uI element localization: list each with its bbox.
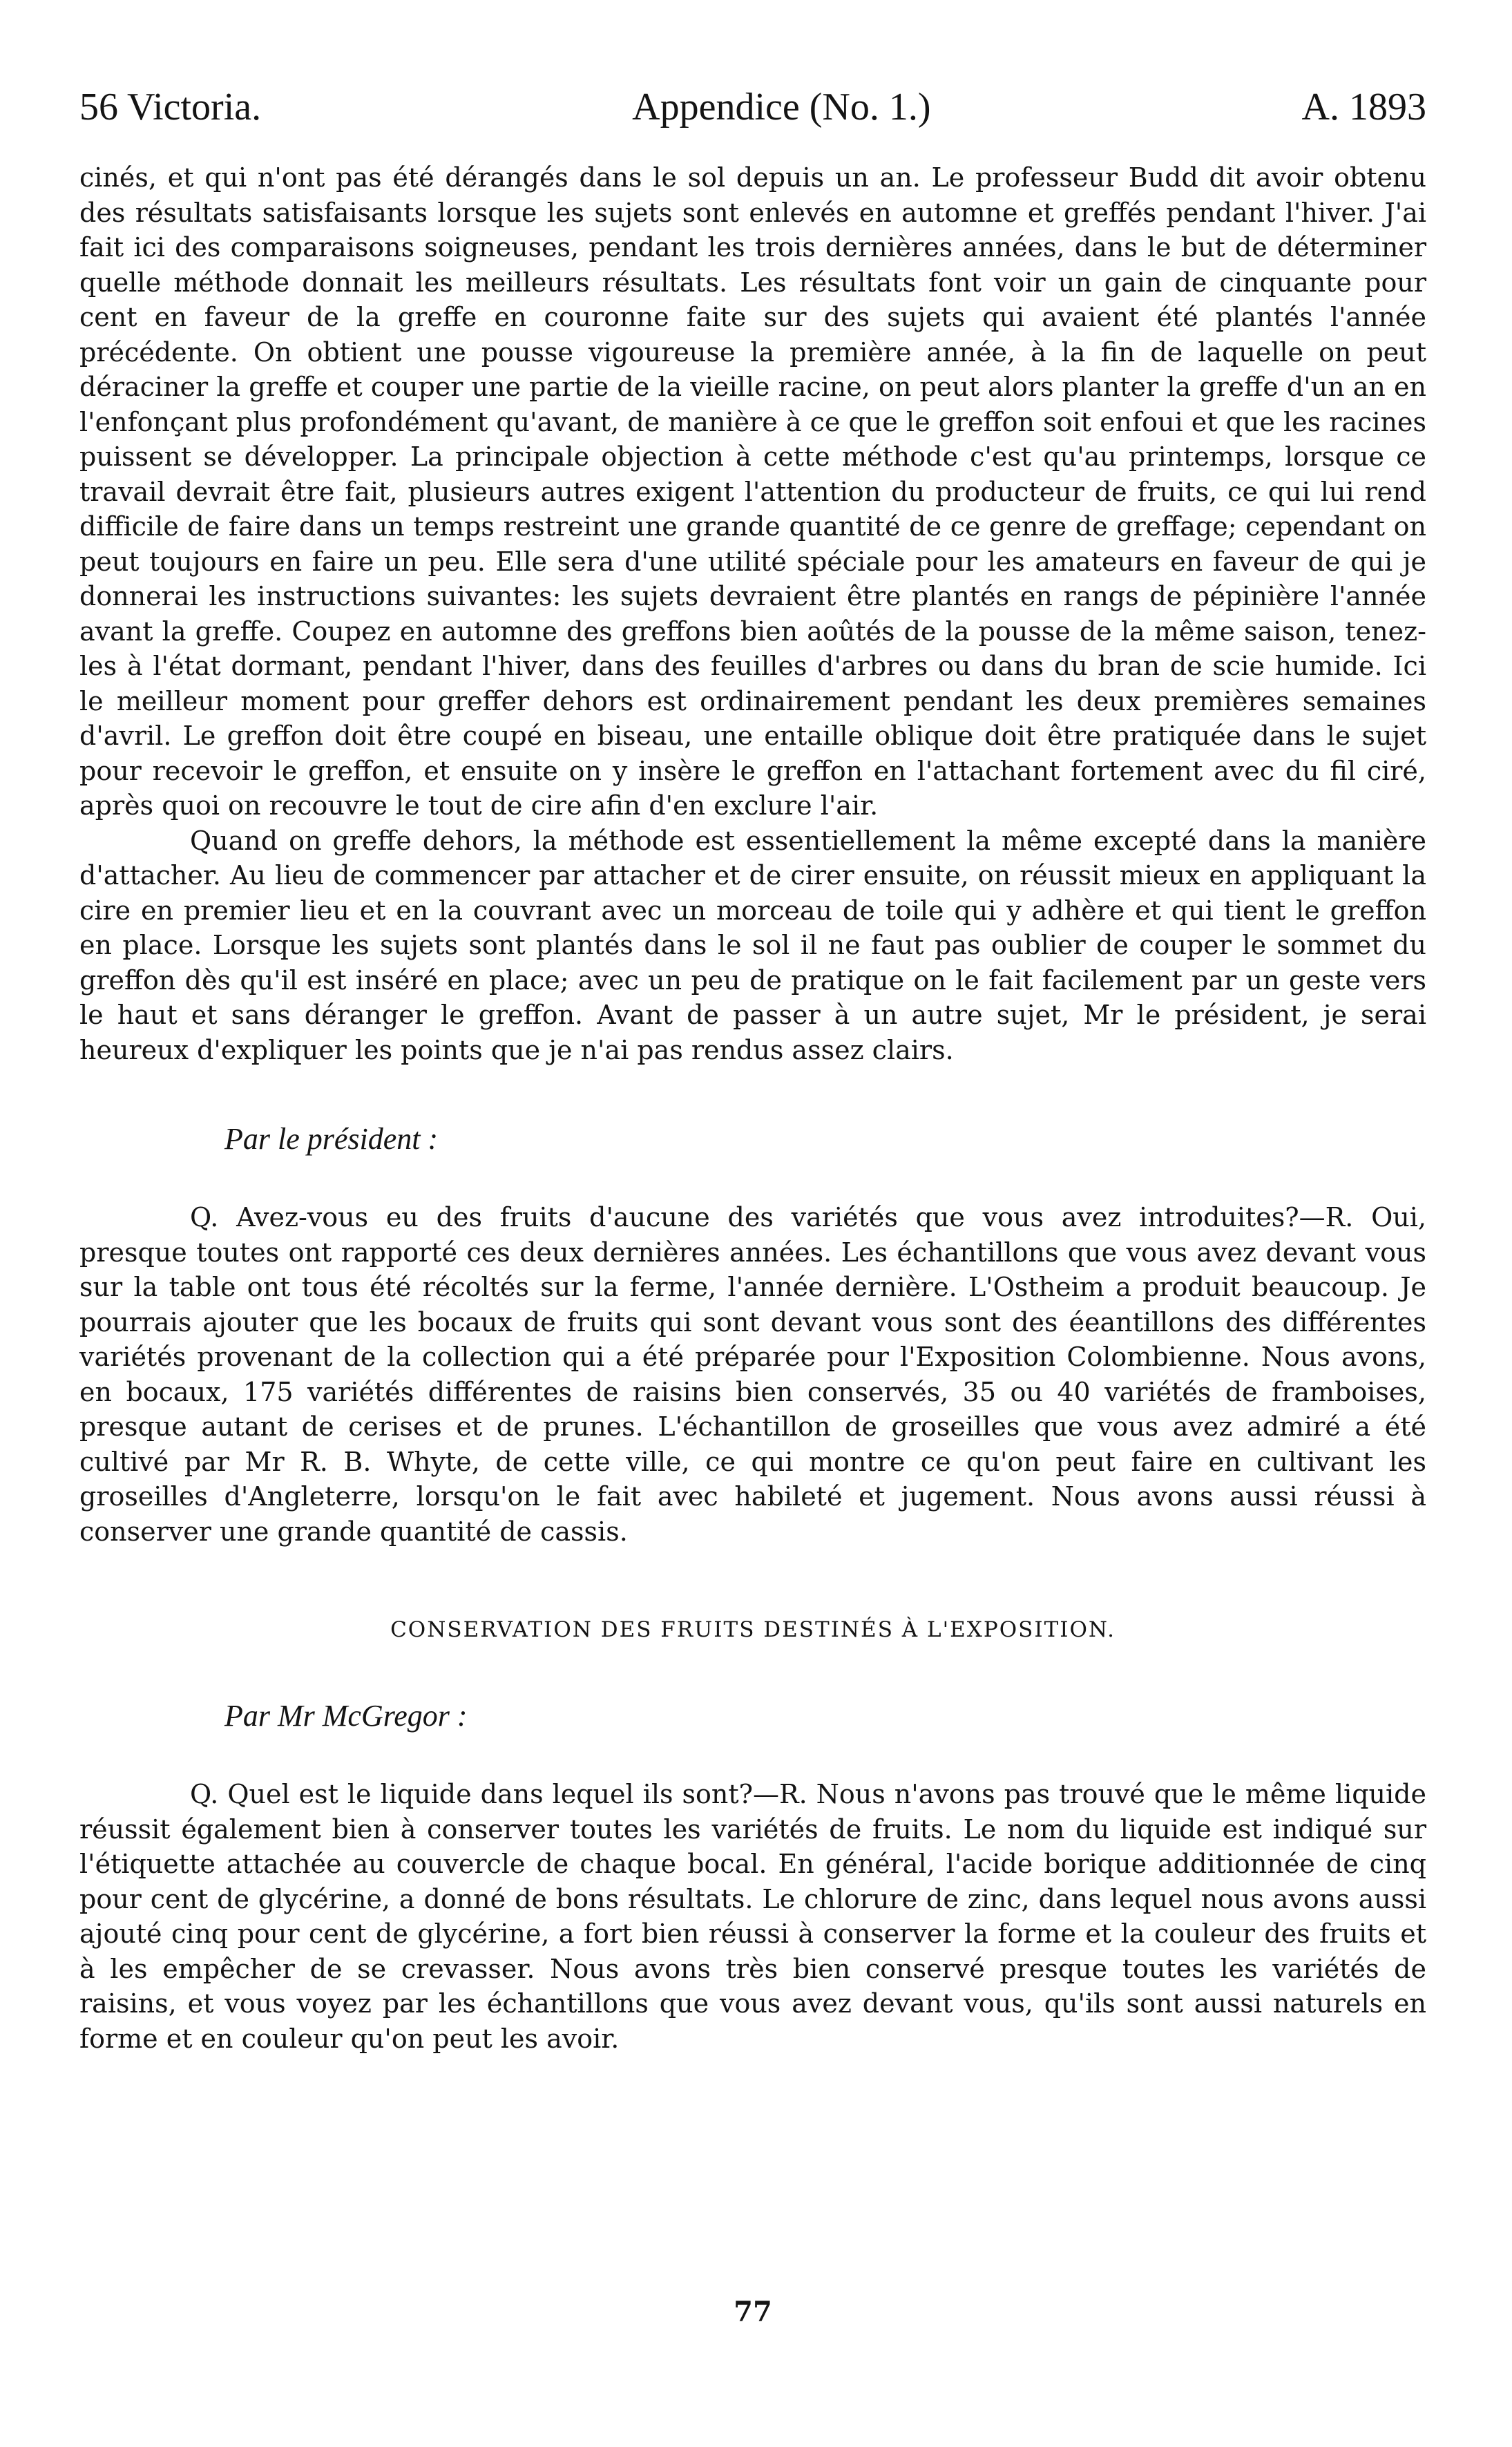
paragraph-qa-varieties: Q. Avez-vous eu des fruits d'aucune des variétés que vous avez introduites?—R. Oui, presque toutes ont rapporté ces deux dernières années. Les échantillons que vous avez devant vous sur la table ont tous été récoltés sur la ferme, l'année dernière. L'Ostheim a produit beaucoup. Je pourrais ajouter que les bocaux de fruits qui sont devant vous sont des éeantillons des différentes variétés provenant de la collection qui a été préparée pour l'Exposition Colombienne. Nous avons, en bocaux, 175 variétés différentes de raisins bien conservés, 35 ou 40 variétés de framboises, presque autant de cerises et de prunes. L'échantillon de groseilles que vous avez admiré a été cultivé par Mr R. B. Whyte, de cette ville, ce qui montre ce qu'on peut faire en cultivant les groseilles d'Angleterre, lorsqu'on le fait avec habileté et jugement. Nous avons aussi réussi à conserver une grande quantité de cassis. bbox=[79, 1202, 1426, 1547]
paragraph-qa-liquid: Q. Quel est le liquide dans lequel ils sont?—R. Nous n'avons pas trouvé que le même liquide réussit également bien à conserver toutes les variétés de fruits. Le nom du liquide est indiqué sur l'étiquette attachée au couvercle de chaque bocal. En général, l'acide borique additionnée de cinq pour cent de glycérine, a donné de bons résultats. Le chlorure de zinc, dans lequel nous avons aussi ajouté cinq pour cent de glycérine, a fort bien réussi à conserver la forme et la couleur des fruits et à les empêcher de se crevasser. Nous avons très bien conservé presque toutes les variétés de raisins, et vous voyez par les échantillons que vous avez devant vous, qu'ils sont aussi naturels en forme et en couleur qu'on peut les avoir. bbox=[79, 1779, 1426, 2054]
header-year: A. 1893 bbox=[1301, 86, 1426, 128]
running-header bbox=[79, 83, 1426, 131]
page-number: 77 bbox=[734, 2296, 772, 2328]
header-appendix: Appendice (No. 1.) bbox=[632, 86, 931, 128]
document-page bbox=[79, 83, 1426, 2056]
header-session: 56 Victoria. bbox=[79, 86, 262, 128]
speaker-president: Par le président : bbox=[224, 1122, 439, 1156]
paragraph-outdoor-grafting: Quand on greffe dehors, la méthode est essentiellement la même excepté dans la manière d'attacher. Au lieu de commencer par attacher et de cirer ensuite, on réussit mieux en appliquant la cire en premier lieu et en la couvrant avec un morceau de toile qui y adhère et qui tient le greffon en place. Lorsque les sujets sont plantés dans le sol il ne faut pas oublier de couper le sommet du greffon dès qu'il est inséré en place; avec un peu de pratique on le fait facilement par un geste vers le haut et sans déranger le greffon. Avant de passer à un autre sujet, Mr le président, je serai heureux d'expliquer les points que je n'ai pas rendus assez clairs. bbox=[79, 825, 1426, 1065]
paragraph-grafting-methods: cinés, et qui n'ont pas été dérangés dans le sol depuis un an. Le professeur Budd dit avoir obtenu des résultats satisfaisants lorsque les sujets sont enlevés en automne et greffés pendant l'hiver. J'ai fait ici des comparaisons soigneuses, pendant les trois dernières années, dans le but de déterminer quelle méthode donnait les meilleurs résultats. Les résultats font voir un gain de cinquante pour cent en faveur de la greffe en couronne faite sur des sujets qui avaient été plantés l'année précédente. On obtient une pousse vigoureuse la première année, à la fin de laquelle on peut déraciner la greffe et couper une partie de la vieille racine, on peut alors planter la greffe d'un an en l'enfonçant plus profondément qu'avant, de manière à ce que le greffon soit enfoui et que les racines puissent se développer. La principale objection à cette méthode c'est qu'au printemps, lorsque ce travail devrait être fait, plusieurs autres exigent l'attention du producteur de fruits, ce qui lui rend difficile de faire dans un temps restreint une grande quantité de ce genre de greffage; cependant on peut toujours en faire un peu. Elle sera d'une utilité spéciale pour les amateurs en faveur de qui je donnerai les instructions suivantes: les sujets devraient être plantés en rangs de pépinière l'année avant la greffe. Coupez en automne des greffons bien aoûtés de la pousse de la même saison, tenez-les à l'état dormant, pendant l'hiver, dans des feuilles d'arbres ou dans du bran de scie humide. Ici le meilleur moment pour greffer dehors est ordinairement pendant les deux premières semaines d'avril. Le greffon doit être coupé en biseau, une entaille oblique doit être pratiquée dans le sujet pour recevoir le greffon, et ensuite on y insère le greffon en l'attachant fortement avec du fil ciré, après quoi on recouvre le tout de cire afin d'en exclure l'air. bbox=[79, 162, 1426, 821]
speaker-mcgregor: Par Mr McGregor : bbox=[224, 1699, 468, 1733]
section-title-conservation: CONSERVATION DES FRUITS DESTINÉS À L'EXPOSITION. bbox=[390, 1617, 1116, 1642]
